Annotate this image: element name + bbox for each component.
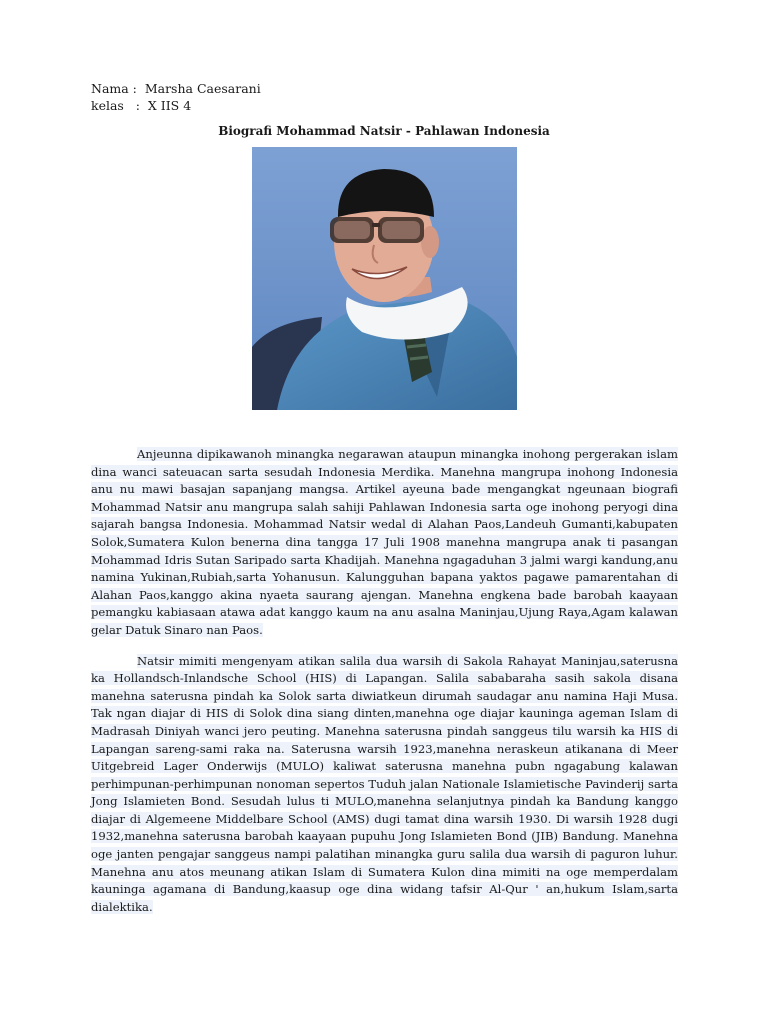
student-class-line: kelas : X IIS 4 [91,98,192,113]
paragraph-2 [91,653,678,917]
paragraph-1-text: Anjeunna dipikawanoh minangka negarawan ataupun minangka inohong pergerakan islam dina wanci sateuacan sarta sesudah Indonesia Merdika. Manehna mangrupa inohong Indonesia anu nu mawi basajan sapanjang mangsa. Artikel ayeuna bade mengangkat ngeunaan biografi Mohammad Natsir anu mangrupa salah sahiji Pahlawan Indonesia sarta oge inohong peryogi dina sajarah bangsa Indonesia. Mohammad Natsir wedal di Alahan Paos,Landeuh Gumanti,kabupaten Solok,Sumatera Kulon benerna dina tangga 17 Juli 1908 manehna mangrupa anak ti pasangan Mohammad Idris Sutan Saripado sarta Khadijah. Manehna ngagaduhan 3 jalmi wargi kandung,anu namina Yukinan,Rubiah,sarta Yohanusun. Kalungguhan bapana yaktos pagawe pamarentahan di Alahan Paos,kanggo akina nyaeta saurang ajengan. Manehna engkena bade barobah kaayaan pemangku kabiasaan atawa adat kanggo kaum na anu asalna Maninjau,Ujung Raya,Agam kalawan gelar Datuk Sinaro nan Paos. [91,447,678,637]
portrait-photo [252,147,517,410]
student-info [91,80,261,114]
paragraph-1 [91,446,678,640]
biography-text [91,446,678,929]
document-title: Biografi Mohammad Natsir - Pahlawan Indonesia [218,124,550,138]
student-name-line: Nama : Marsha Caesarani [91,81,261,96]
paragraph-2-text: Natsir mimiti mengenyam atikan salila dua warsih di Sakola Rahayat Maninjau,saterusna ka Hollandsch-Inlandsche School (HIS) di Lapangan. Salila sababaraha sasih sakola disana manehna saterusna pindah ka Solok sarta diwiatkeun dirumah saudagar anu namina Haji Musa. Tak ngan diajar di HIS di Solok dina siang dinten,manehna oge diajar kauninga ageman Islam di Madrasah Diniyah wanci jero peuting. Manehna saterusna pindah sanggeus tilu warsih ka HIS di Lapangan sareng-sami raka na. Saterusna warsih 1923,manehna neraskeun atikanana di Meer Uitgebreid Lager Onderwijs (MULO) kaliwat saterusna manehna pubn ngagabung kalawan perhimpunan-perhimpunan nonoman sepertos Tuduh jalan Nationale Islamietische Pavinderij sarta Jong Islamieten Bond. Sesudah lulus ti MULO,manehna selanjutnya pindah ka Bandung kanggo diajar di Algemeene Middelbare School (AMS) dugi tamat dina warsih 1930. Di warsih 1928 dugi 1932,manehna saterusna barobah kaayaan pupuhu Jong Islamieten Bond (JIB) Bandung. Manehna oge janten pengajar sanggeus nampi palatihan minangka guru salila dua warsih di paguron luhur. Manehna anu atos meunang atikan Islam di Sumatera Kulon dina mimiti na oge memperdalam kauninga agamana di Bandung,kaasup oge dina widang tafsir Al-Qur ' an,hukum Islam,sarta dialektika. [91,653,678,914]
